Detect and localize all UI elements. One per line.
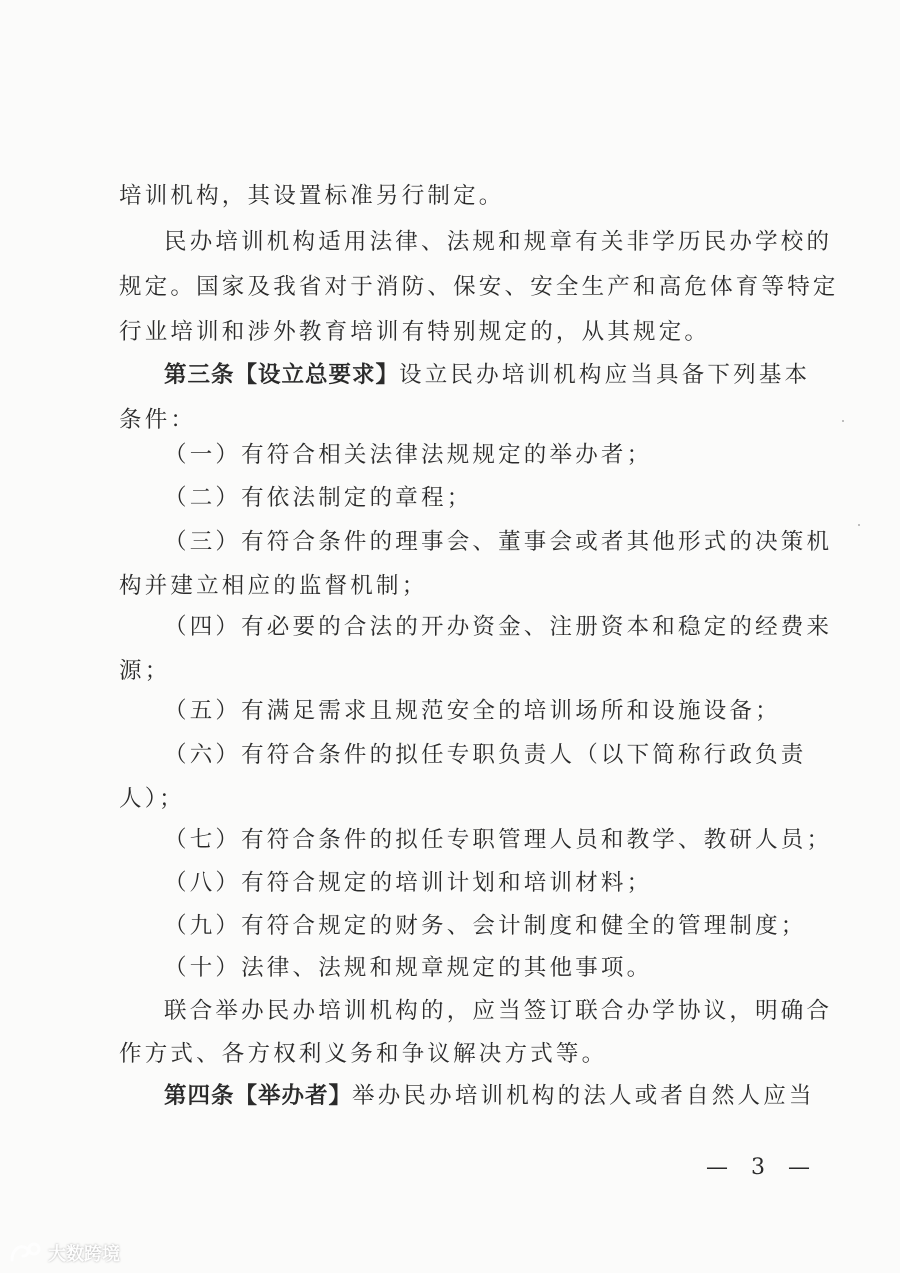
list-item: （三）有符合条件的理事会、董事会或者其他形式的决策机 [164,529,833,555]
article-title: 第四条【举办者】 [164,1083,353,1109]
list-item: （八）有符合规定的培训计划和培训材料； [164,870,653,896]
text-line: 作方式、各方权利义务和争议解决方式等。 [119,1041,608,1067]
text-line: 民办培训机构适用法律、法规和规章有关非学历民办学校的 [164,229,833,255]
text-line: 条件： [119,407,197,433]
text-line: 规定。国家及我省对于消防、保安、安全生产和高危体育等特定 [119,274,839,300]
scan-speck [842,420,844,422]
list-item: （七）有符合条件的拟任专职管理人员和教学、教研人员； [164,827,833,853]
list-item: （一）有符合相关法律法规规定的举办者； [164,442,653,468]
article-heading-line: 第四条【举办者】举办民办培训机构的法人或者自然人应当 [164,1083,815,1109]
article-title: 第三条【设立总要求】 [164,362,400,388]
list-item: （六）有符合条件的拟任专职负责人（以下简称行政负责 [164,742,807,768]
scan-speck [858,524,860,526]
watermark [8,1240,120,1266]
page-number: — 3 — [706,1155,818,1180]
text-line: 联合举办民办培训机构的，应当签订联合办学协议，明确合 [164,998,833,1024]
watermark-text: 大数跨境 [48,1244,120,1265]
article-heading-line: 第三条【设立总要求】设立民办培训机构应当具备下列基本 [164,362,811,388]
list-item: （五）有满足需求且规范安全的培训场所和设施设备； [164,698,781,724]
text-line: 源； [119,658,171,684]
list-item: （四）有必要的合法的开办资金、注册资本和稳定的经费来 [164,614,833,640]
list-item: （十）法律、法规和规章规定的其他事项。 [164,955,653,981]
list-item: （九）有符合规定的财务、会计制度和健全的管理制度； [164,913,807,939]
text-line: 人）； [119,786,185,812]
text-line: 行业培训和涉外教育培训有特别规定的，从其规定。 [119,319,711,345]
list-item: （二）有依法制定的章程； [164,485,473,511]
text-line: 构并建立相应的监督机制； [119,573,428,599]
text-line: 培训机构，其设置标准另行制定。 [119,183,505,209]
logo-icon [8,1240,42,1266]
